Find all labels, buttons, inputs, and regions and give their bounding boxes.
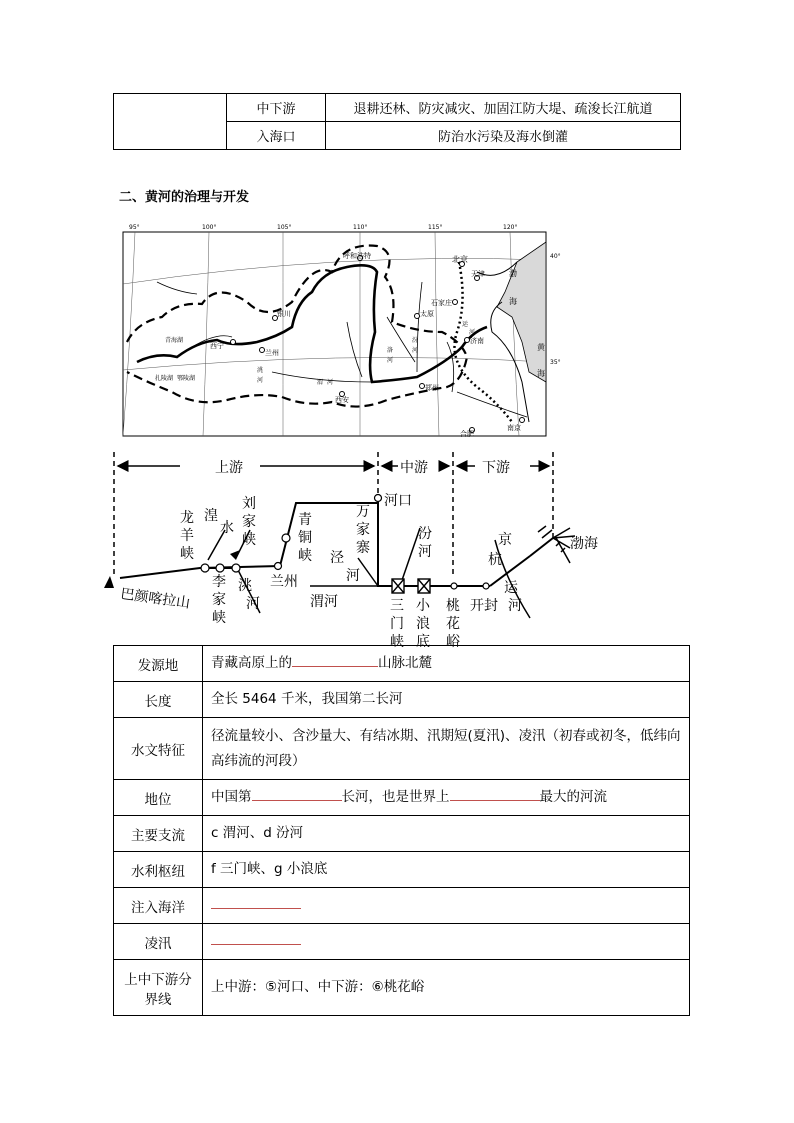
label-bohai: 渤海 <box>570 536 598 552</box>
label-lanzhou: 兰州 <box>270 574 298 590</box>
svg-text:浪: 浪 <box>416 616 430 632</box>
row-value: c 渭河、d 汾河 <box>203 816 690 852</box>
label-liujiaxia: 刘 <box>242 496 256 512</box>
row-key: 水利枢纽 <box>114 852 203 888</box>
answer-blank[interactable] <box>450 785 540 801</box>
svg-text:门: 门 <box>390 616 404 632</box>
answer-blank[interactable] <box>211 893 301 909</box>
place-label: 西安 <box>335 396 349 404</box>
sea-label: 海 <box>509 297 517 306</box>
label-qingtongxia: 青 <box>298 512 312 528</box>
river-label: 河 <box>387 357 394 364</box>
row-key: 长度 <box>114 682 203 718</box>
label-wanjiazhai: 万 <box>356 504 370 520</box>
svg-text:河: 河 <box>418 544 432 560</box>
row-key: 地位 <box>114 780 203 816</box>
river-label: 河 <box>412 347 419 354</box>
label-lijiaxia: 李 <box>212 574 226 590</box>
row-key: 上中下游分界线 <box>114 960 203 1016</box>
merged-cell <box>114 94 227 150</box>
row-value: 中国第 长河，也是世界上 最大的河流 <box>203 780 690 816</box>
lat-label: 40° <box>550 253 561 260</box>
table-row <box>114 960 690 1016</box>
svg-text:家: 家 <box>212 592 226 608</box>
svg-text:底: 底 <box>416 634 430 650</box>
place-label: 天津 <box>471 270 485 278</box>
place-label: 呼和浩特 <box>343 252 371 260</box>
table-row <box>114 682 690 718</box>
row-key: 主要支流 <box>114 816 203 852</box>
row-value: f 三门峡、g 小浪底 <box>203 852 690 888</box>
place-label: 青海湖 <box>165 337 184 344</box>
svg-text:峡: 峡 <box>390 634 404 650</box>
label-sanmenxia: 三 <box>390 598 404 614</box>
place-label: 石家庄 <box>431 299 452 307</box>
river-label: 汾 <box>412 337 419 344</box>
svg-text:峪: 峪 <box>446 634 460 650</box>
lat-label: 35° <box>550 359 561 366</box>
section-cell: 入海口 <box>227 122 326 150</box>
label-weihe: 渭河 <box>310 594 338 610</box>
answer-blank[interactable] <box>292 651 378 667</box>
row-value <box>203 888 690 924</box>
svg-text:峡: 峡 <box>212 610 226 626</box>
svg-text:家: 家 <box>242 514 256 530</box>
label-yunhe: 运 <box>504 580 518 596</box>
svg-text:家: 家 <box>356 522 370 538</box>
table-row <box>114 888 690 924</box>
svg-text:峡: 峡 <box>298 548 312 564</box>
river-label: 洛 <box>387 347 394 354</box>
river-label: 河 <box>469 329 476 336</box>
row-key: 水文特征 <box>114 718 203 780</box>
yellow-river-info-table <box>113 645 690 1016</box>
svg-text:水: 水 <box>220 520 234 536</box>
lon-label: 120° <box>503 224 518 231</box>
river-label: 河 <box>327 379 334 386</box>
svg-text:峡: 峡 <box>180 546 194 562</box>
label-fenhe: 汾 <box>418 526 432 542</box>
river-label: 运 <box>462 321 469 328</box>
row-value: 上中游：⑤河口、中下游：⑥桃花峪 <box>203 960 690 1016</box>
svg-text:峡: 峡 <box>242 532 256 548</box>
label-longyangxia: 龙 <box>180 510 194 526</box>
label-kaifeng: 开封 <box>470 598 498 614</box>
svg-text:寨: 寨 <box>356 540 370 556</box>
svg-text:河: 河 <box>246 596 260 612</box>
place-label: 郑州 <box>425 384 439 392</box>
svg-text:河: 河 <box>346 568 360 584</box>
label-taohuayu: 桃 <box>446 598 460 614</box>
top-table <box>113 93 681 150</box>
svg-text:花: 花 <box>446 616 460 632</box>
row-key: 凌汛 <box>114 924 203 960</box>
row-key: 注入海洋 <box>114 888 203 924</box>
row-value: 青藏高原上的 山脉北麓 <box>203 646 690 682</box>
place-label: 西宁 <box>210 342 224 350</box>
label-hekou: 河口 <box>384 493 412 509</box>
section-title: 二、黄河的治理与开发 <box>119 190 250 205</box>
measure-cell: 防治水污染及海水倒灌 <box>326 122 681 150</box>
row-value <box>203 924 690 960</box>
place-label: 济南 <box>470 337 484 345</box>
place-label: 太原 <box>420 310 434 318</box>
svg-text:杭: 杭 <box>488 552 502 568</box>
table-row <box>114 718 690 780</box>
table-row <box>114 780 690 816</box>
svg-text:羊: 羊 <box>180 528 194 544</box>
river-label: 渭 <box>317 379 324 386</box>
label-jinghe: 泾 <box>330 550 344 566</box>
table-row <box>114 816 690 852</box>
yellow-river-diagram <box>100 448 620 650</box>
label-jinghang: 京 <box>498 532 512 548</box>
answer-blank[interactable] <box>211 929 301 945</box>
lon-label: 115° <box>428 224 443 231</box>
answer-blank[interactable] <box>252 785 342 801</box>
place-label: 北京 <box>452 255 468 264</box>
section-cell: 中下游 <box>227 94 326 122</box>
river-label: 河 <box>257 377 264 384</box>
place-label: 鄂陵湖 <box>177 375 196 382</box>
place-label: 兰州 <box>265 349 279 357</box>
mountain-label: 巴颜喀拉山 <box>119 586 191 612</box>
segment-middle: 中游 <box>400 460 428 476</box>
row-key: 发源地 <box>114 646 203 682</box>
sea-label: 海 <box>537 369 545 378</box>
segment-lower: 下游 <box>482 460 510 476</box>
place-label: 南京 <box>507 424 521 432</box>
table-row <box>114 94 681 122</box>
place-label: 扎陵湖 <box>155 375 174 382</box>
measure-cell: 退耕还林、防灾减灾、加固江防大堤、疏浚长江航道 <box>326 94 681 122</box>
sea-label: 黄 <box>537 343 545 352</box>
row-value: 全长 5464 千米，我国第二长河 <box>203 682 690 718</box>
table-row <box>114 852 690 888</box>
label-taohe: 洮 <box>238 578 252 594</box>
svg-text:河: 河 <box>508 598 522 614</box>
sea-label: 渤 <box>509 269 517 278</box>
lon-label: 105° <box>277 224 292 231</box>
place-label: 银川 <box>277 310 291 318</box>
lon-label: 95° <box>129 224 140 231</box>
place-label: 合肥 <box>460 430 474 438</box>
svg-text:铜: 铜 <box>298 530 312 546</box>
yellow-river-map <box>117 222 561 438</box>
label-xiaolangdi: 小 <box>416 598 430 614</box>
river-label: 洮 <box>257 367 264 374</box>
lon-label: 110° <box>353 224 368 231</box>
segment-upper: 上游 <box>215 460 243 476</box>
row-value: 径流量较小、含沙量大、有结冰期、汛期短(夏汛)、凌汛（初春或初冬，低纬向高纬流的河段） <box>203 718 690 780</box>
table-row <box>114 646 690 682</box>
table-row <box>114 924 690 960</box>
label-huangshui: 湟 <box>204 508 218 524</box>
lon-label: 100° <box>202 224 217 231</box>
